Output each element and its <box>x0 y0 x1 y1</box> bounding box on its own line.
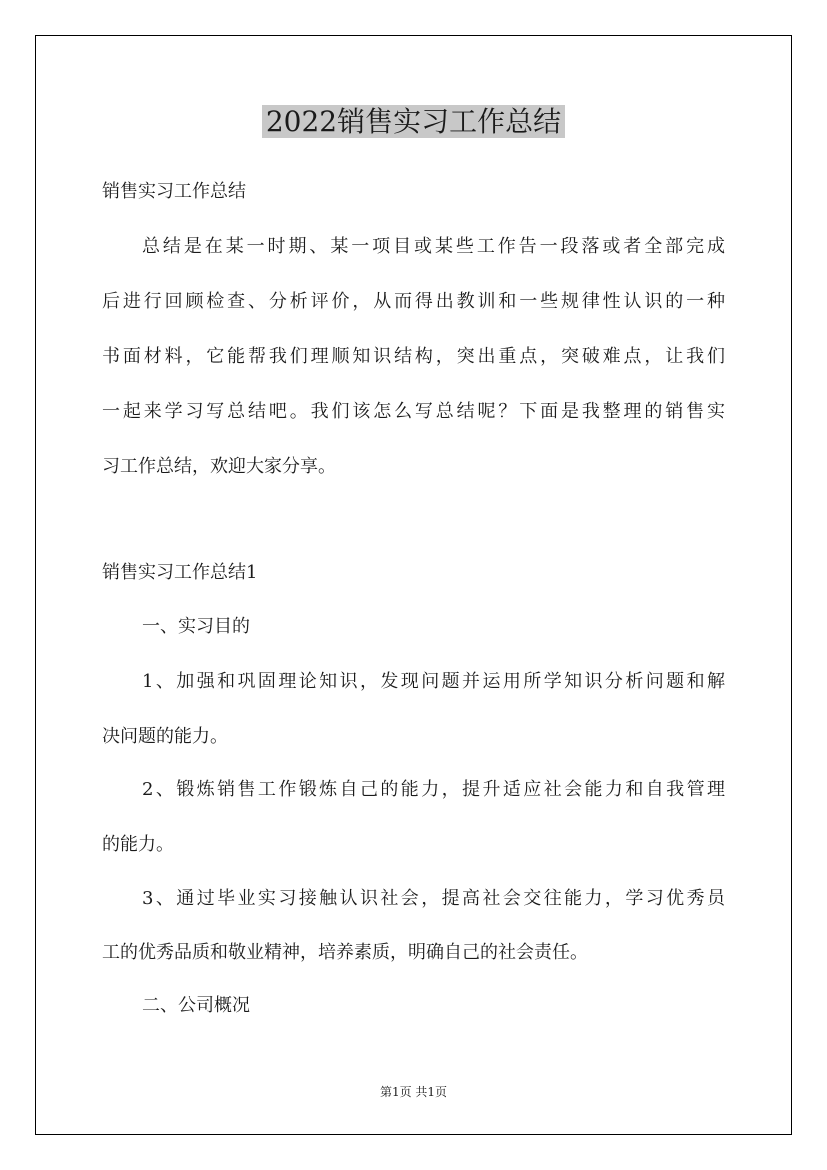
item-3-line-1: 3、通过毕业实习接触认识社会，提高社会交往能力，学习优秀员 <box>142 888 725 909</box>
intro-line-2: 后进行回顾检查、分析评价，从而得出教训和一些规律性认识的一种 <box>102 291 725 312</box>
document-title: 2022销售实习工作总结 <box>0 98 827 146</box>
heading-purpose: 一、实习目的 <box>142 616 250 637</box>
item-1-line-2: 决问题的能力。 <box>102 726 228 747</box>
item-2-line-1: 2、锻炼销售工作锻炼自己的能力，提升适应社会能力和自我管理 <box>142 779 725 800</box>
item-1-line-1: 1、加强和巩固理论知识，发现问题并运用所学知识分析问题和解 <box>142 671 725 692</box>
subtitle: 销售实习工作总结 <box>102 181 246 202</box>
item-2-line-2: 的能力。 <box>102 834 174 855</box>
intro-line-1: 总结是在某一时期、某一项目或某些工作告一段落或者全部完成 <box>142 236 725 257</box>
page-footer: 第1页 共1页 <box>379 1085 448 1099</box>
section-1-title: 销售实习工作总结1 <box>102 562 258 583</box>
intro-line-3: 书面材料，它能帮我们理顺知识结构，突出重点，突破难点，让我们 <box>102 346 725 367</box>
item-3-line-2: 工的优秀品质和敬业精神，培养素质，明确自己的社会责任。 <box>102 942 588 963</box>
intro-line-4: 一起来学习写总结吧。我们该怎么写总结呢？下面是我整理的销售实 <box>102 401 725 422</box>
heading-company: 二、公司概况 <box>142 995 250 1016</box>
intro-line-5: 习工作总结，欢迎大家分享。 <box>102 456 336 477</box>
